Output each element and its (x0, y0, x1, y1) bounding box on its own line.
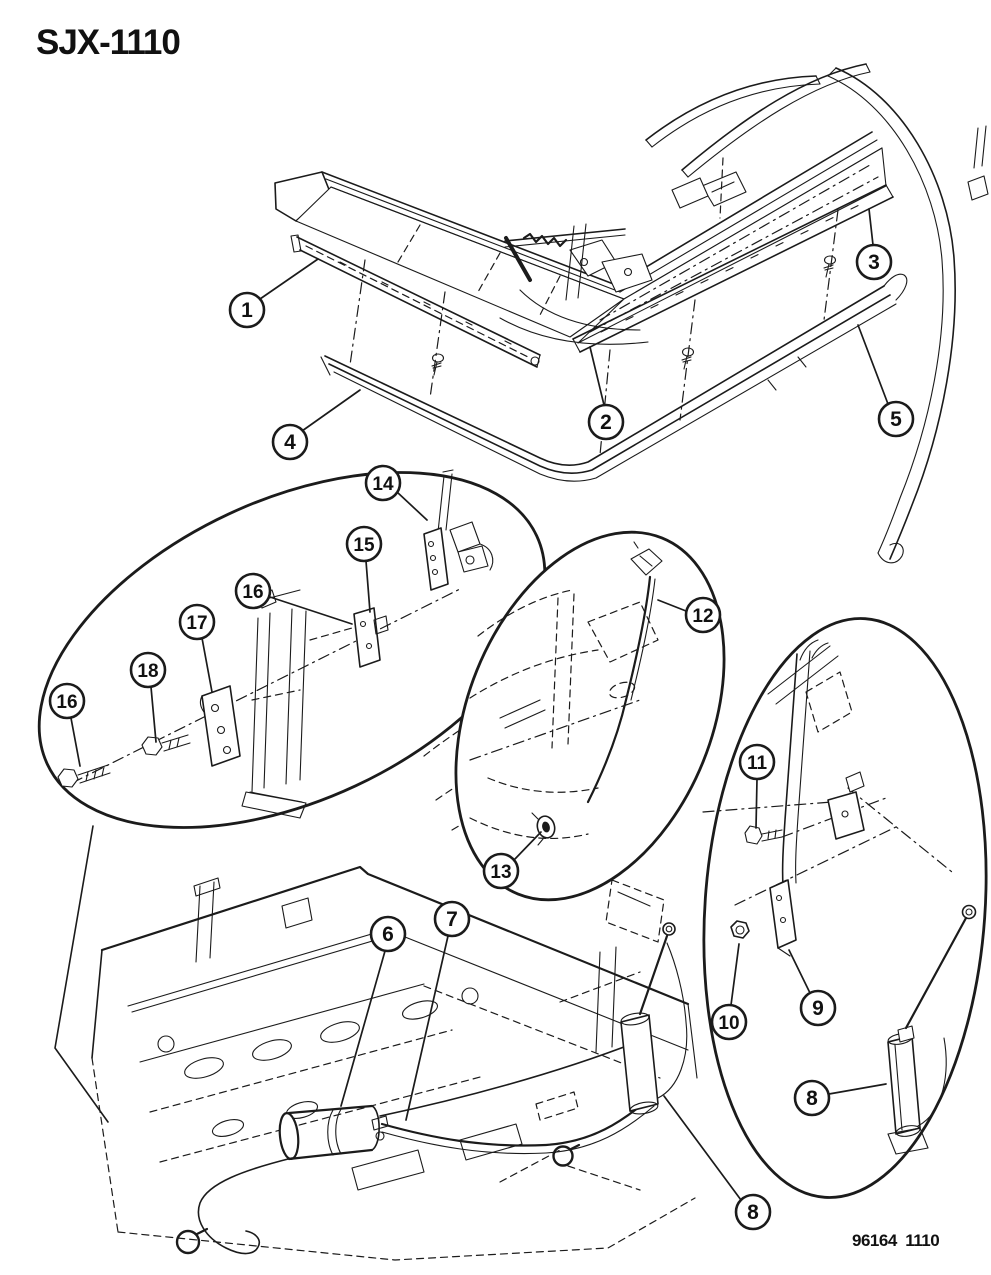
callout-number: 6 (382, 923, 394, 946)
callout-leader-line (260, 259, 318, 299)
callout-leader-line (664, 1096, 741, 1200)
callout-number: 11 (746, 753, 768, 774)
callout-leader-line (756, 779, 757, 828)
page-title: SJX-1110 (36, 23, 180, 62)
callout-number: 1 (241, 299, 253, 322)
callout-5 (858, 325, 913, 436)
roof-bow-arc (646, 64, 870, 177)
callout-6 (341, 917, 405, 1106)
callout-number: 14 (372, 474, 394, 495)
callout-number: 15 (353, 535, 375, 556)
callout-1 (230, 259, 318, 327)
callout-leader-line (406, 936, 448, 1120)
callout-number: 5 (890, 408, 902, 431)
callout-leader-line (869, 209, 873, 245)
push-screw (682, 348, 694, 369)
frame-left-panel (296, 187, 624, 337)
callout-number: 8 (806, 1087, 818, 1110)
callout-7 (406, 902, 469, 1120)
callout-number: 16 (56, 692, 78, 713)
side-curved-rail (828, 68, 988, 563)
callout-3 (857, 209, 891, 279)
hydraulic-cylinder (620, 923, 687, 1116)
footer-part-code: 96164 1110 (852, 1231, 940, 1250)
callout-number: 8 (747, 1201, 759, 1224)
callout-number: 16 (242, 582, 264, 603)
hose-clamp (554, 1145, 580, 1166)
pump-motor (278, 1106, 388, 1160)
callout-number: 4 (284, 431, 296, 454)
callout-number: 17 (186, 613, 208, 634)
hinge-towers (194, 878, 616, 1052)
callout-number: 10 (718, 1013, 740, 1034)
callout-number: 18 (137, 661, 159, 682)
callout-leader-line (341, 951, 385, 1106)
callout-number: 7 (446, 908, 458, 931)
callout-number: 2 (600, 411, 612, 434)
callout-4 (273, 390, 360, 459)
hydraulic-hoses (198, 1040, 654, 1254)
callout-leader-line (590, 347, 604, 405)
callout-number: 3 (868, 251, 880, 274)
callout-leader-line (858, 325, 888, 404)
detail-ellipse-right (685, 609, 991, 1207)
callout-number: 9 (812, 997, 824, 1020)
callout-number: 12 (692, 606, 714, 627)
callout-number: 13 (490, 862, 512, 883)
callout-2 (589, 347, 623, 439)
callout-leader-line (302, 390, 360, 431)
panel-cutouts (158, 988, 522, 1190)
push-screw (432, 354, 444, 375)
